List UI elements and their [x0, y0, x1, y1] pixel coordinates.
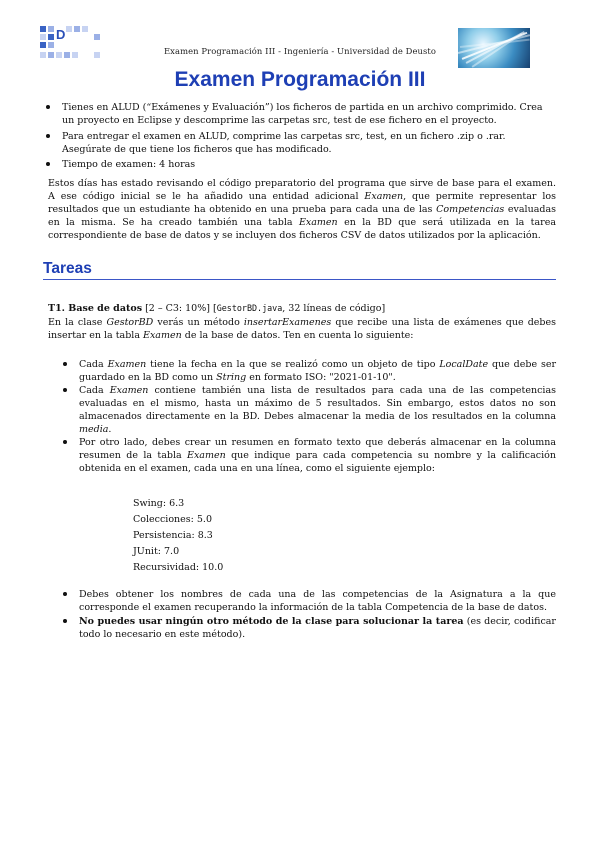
list-item: Cada Examen tiene la fecha en la que se realizó como un objeto de tipo LocalDate que debe ser guardado en la BD como un String en formato ISO: "2021-01-10".: [61, 358, 556, 384]
example-line: Recursividad: 10.0: [133, 562, 224, 573]
logo-letter: D: [56, 27, 66, 42]
list-item: Tiempo de examen: 4 horas: [44, 158, 556, 171]
list-item: Debes obtener los nombres de cada una de las competencias de la Asignatura a la que corresponde el examen recuperando la información de la tabla Competencia de la base de datos.: [61, 588, 556, 614]
list-item: No puedes usar ningún otro método de la clase para solucionar la tarea (es decir, codificar todo lo necesario en este método).: [61, 615, 556, 641]
example-line: Swing: 6.3: [133, 498, 185, 509]
task-description: En la clase GestorBD verás un método insertarExamenes que recibe una lista de exámenes que debes insertar en la tabla Examen de la base de datos. Ten en cuenta lo siguiente:: [48, 317, 556, 341]
section-heading-tareas: Tareas: [43, 260, 92, 277]
task-heading: T1. Base de datos [2 – C3: 10%] [GestorBD.java, 32 líneas de código]: [48, 303, 386, 314]
task-requirements-list-continued: [61, 588, 556, 642]
fiber-optic-banner-image: [458, 28, 530, 68]
list-item: Por otro lado, debes crear un resumen en formato texto que deberás almacenar en la columna resumen de la tabla Examen que indique para cada competencia su nombre y la calificación obtenida en el examen, cada una en una línea, como el siguiente ejemplo:: [61, 436, 556, 475]
example-line: JUnit: 7.0: [133, 546, 180, 557]
example-line: Persistencia: 8.3: [133, 530, 213, 541]
list-item: Cada Examen contiene también una lista de resultados para cada una de las competencias evaluadas en el mismo, hasta un máximo de 5 resultados. Sin embargo, estos datos no son almacenados directamente en la BD. Debes almacenar la media de los resultados en la columna media.: [61, 384, 556, 436]
task-requirements-list: [61, 358, 556, 475]
section-divider: [43, 279, 556, 280]
summary-example: [133, 496, 223, 576]
list-item: Tienes en ALUD (“Exámenes y Evaluación”) los ficheros de partida en un archivo comprimido. Crea un proyecto en Eclipse y descomprime las carpetas src, test de ese fichero en el proyecto.: [44, 101, 556, 127]
running-head: Examen Programación III - Ingeniería - Universidad de Deusto: [163, 46, 437, 56]
deusto-logo: [40, 26, 102, 66]
example-line: Colecciones: 5.0: [133, 514, 212, 525]
intro-bullet-list: [44, 101, 556, 174]
list-item: Para entregar el examen en ALUD, comprime las carpetas src, test, en un fichero .zip o .rar. Asegúrate de que tiene los ficheros que has modificado.: [44, 130, 556, 156]
intro-paragraph: Estos días has estado revisando el código preparatorio del programa que sirve de base para el examen. A ese código inicial se le ha añadido una entidad adicional Examen, que permite representar los resultados que un estudiante ha obtenido en una prueba para cada una de las Competencias evaluadas en la misma. Se ha creado también una tabla Examen en la BD que será utilizada en la tarea correspondiente de base de datos y se incluyen dos ficheros CSV de datos utilizados por la aplicación.: [48, 178, 556, 241]
document-title: Examen Programación III: [174, 68, 426, 91]
